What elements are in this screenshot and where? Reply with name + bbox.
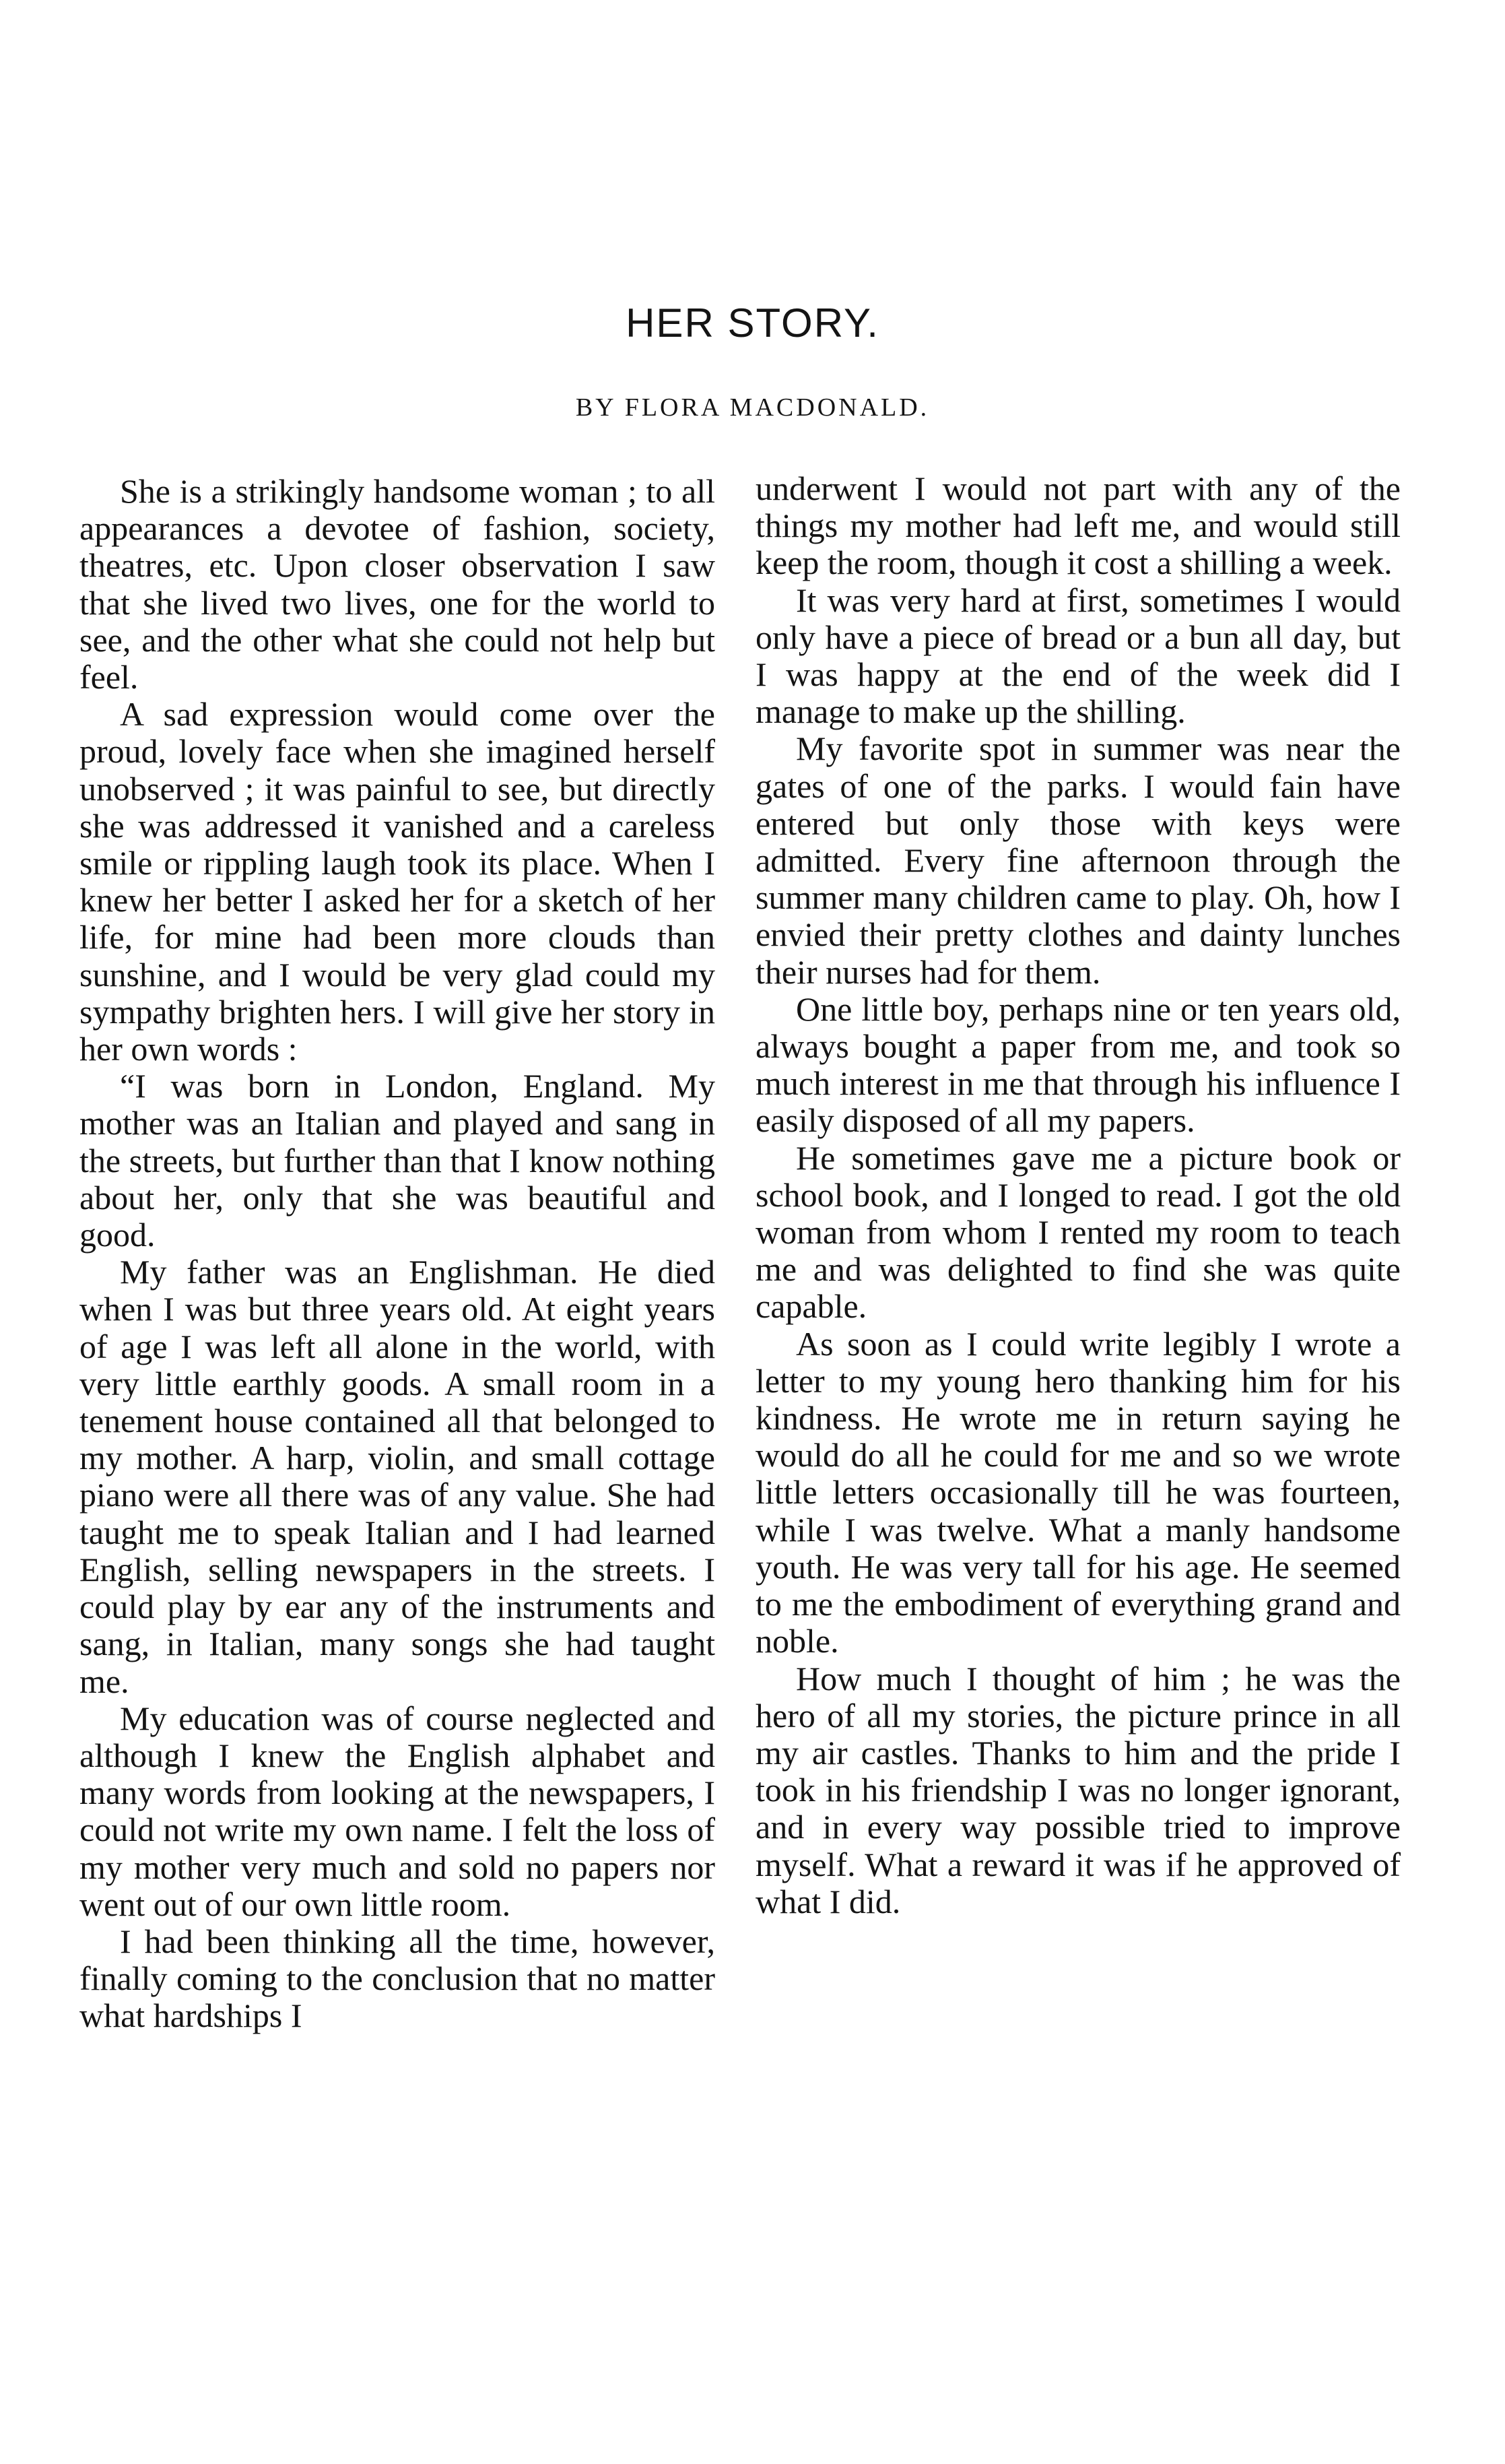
- article-byline: BY FLORA MACDONALD.: [575, 393, 930, 422]
- paragraph: It was very hard at first, sometimes I would only have a piece of bread or a bun all day, but I was happy at the end of the week did I manage to make up the shilling.: [756, 581, 1401, 731]
- paragraph: My education was of course neglected and although I knew the English alphabet and many words from looking at the newspapers, I could not write my own name. I felt the loss of my mother very much and sold no papers nor went out of our own little room.: [79, 1699, 715, 1923]
- left-column: [79, 473, 715, 2035]
- article-title: HER STORY.: [626, 300, 879, 346]
- paragraph: “I was born in London, England. My mother was an Italian and played and sang in the streets, but further than that I know nothing about her, only that she was beautiful and good.: [79, 1067, 715, 1254]
- paragraph: My favorite spot in summer was near the gates of one of the parks. I would fain have entered but only those with keys were admitted. Every fine afternoon through the summer many children came to play. Oh, how I envied their pretty clothes and dainty lunches their nurses had for them.: [756, 730, 1401, 991]
- paragraph: He sometimes gave me a picture book or school book, and I longed to read. I got the old woman from whom I rented my room to teach me and was delighted to find she was quite capable.: [756, 1138, 1401, 1326]
- paragraph: She is a strikingly handsome woman ; to all appearances a devotee of fashion, society, theatres, etc. Upon closer observation I saw that she lived two lives, one for the world to see, and the other what she could not help but feel.: [79, 472, 715, 696]
- paragraph: A sad expression would come over the proud, lovely face when she imagined herself unobserved ; it was painful to see, but directly she was addressed it vanished and a careless smile or rippling laugh took its place. When I knew her better I asked her for a sketch of her life, for mine had been more clouds than sunshine, and I would be very glad could my sympathy brighten hers. I will give her story in her own words :: [79, 695, 715, 1068]
- paragraph: My father was an Englishman. He died when I was but three years old. At eight years of age I was left all alone in the world, with very little earthly goods. A small room in a tenement house contained all that belonged to my mother. A harp, violin, and small cottage piano were all there was of any value. She had taught me to speak Italian and I had learned English, selling newspapers in the streets. I could play by ear any of the instruments and sang, in Italian, many songs she had taught me.: [79, 1253, 715, 1700]
- paragraph: As soon as I could write legibly I wrote a letter to my young hero thanking him for his kindness. He wrote me in return saying he would do all he could for me and so we wrote little letters occasionally till he was fourteen, while I was twelve. What a manly handsome youth. He was very tall for his age. He seemed to me the embodiment of everything grand and noble.: [756, 1324, 1401, 1660]
- paragraph-continued: underwent I would not part with any of the things my mother had left me, and would still keep the room, though it cost a shilling a week.: [756, 469, 1401, 582]
- right-column: [756, 470, 1401, 1920]
- paragraph: How much I thought of him ; he was the hero of all my stories, the picture prince in all my air castles. Thanks to him and the pride I took in his friendship I was no longer ignorant, and in every way possible tried to improve myself. What a reward it was if he approved of what I did.: [756, 1659, 1401, 1920]
- paragraph: One little boy, perhaps nine or ten years old, always bought a paper from me, and took so much interest in me that through his influence I easily disposed of all my papers.: [756, 990, 1401, 1140]
- paragraph: I had been thinking all the time, however, finally coming to the conclusion that no matter what hardships I: [79, 1922, 715, 2035]
